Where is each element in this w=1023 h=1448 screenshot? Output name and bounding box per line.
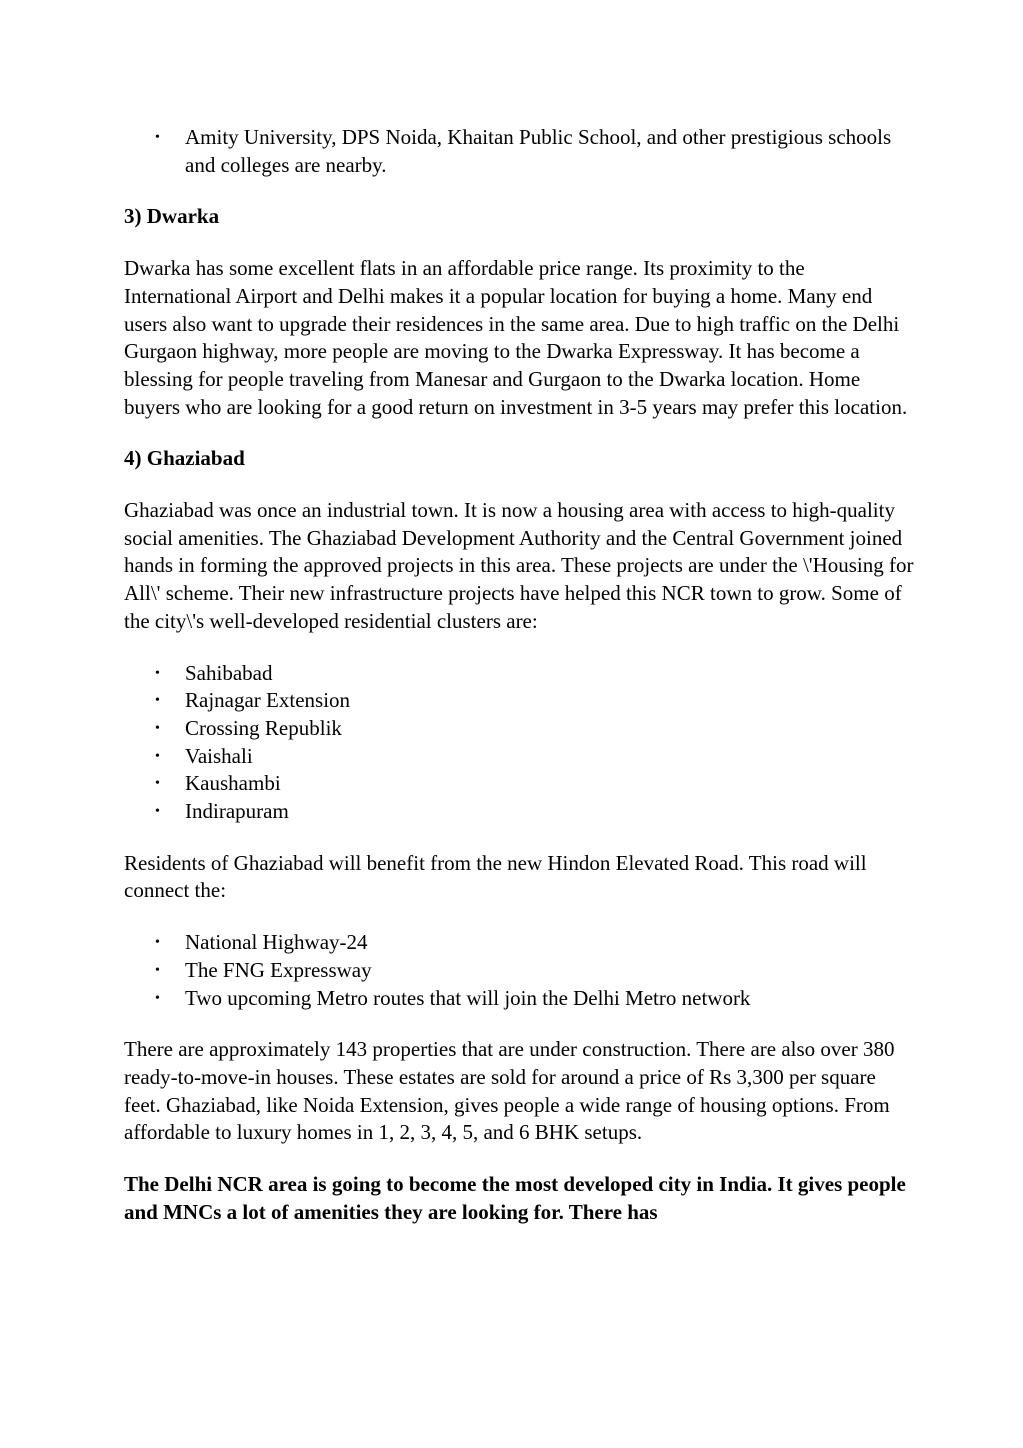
list-item-text: Indirapuram [185,799,289,824]
bullet-icon: • [155,748,160,764]
list-item-text: Sahibabad [185,660,273,685]
bullet-icon: • [155,962,160,978]
closing-paragraph: The Delhi NCR area is going to become the most developed city in India. It gives people and MNCs a lot of amenities they are looking for. There has [124,1172,906,1224]
dwarka-paragraph: Dwarka has some excellent flats in an affordable price range. Its proximity to the International Airport and Delhi makes it a popular location for buying a home. Many end users also want to upgrade their residences in the same area. Due to high traffic on the Delhi Gurgaon highway, more people are moving to the Dwarka Expressway. It has become a blessing for people traveling from Manesar and Gurgaon to the Dwarka location. Home buyers who are looking for a good return on investment in 3-5 years may prefer this location. [124,256,908,419]
list-item [155,743,914,771]
bullet-icon: • [155,935,160,951]
list-item [155,124,914,179]
bullet-icon: • [155,693,160,709]
residential-clusters-list [124,660,914,826]
list-item [155,798,914,826]
list-item-text: Two upcoming Metro routes that will join the Delhi Metro network [185,985,751,1010]
bullet-icon: • [155,130,160,145]
document-page [124,124,914,1251]
list-item-text: National Highway-24 [185,930,368,955]
list-item [155,687,914,715]
list-item-text: Amity University, DPS Noida, Khaitan Public School, and other prestigious schools and colleges are nearby. [185,125,892,177]
ghaziabad-paragraph-properties: There are approximately 143 properties that are under construction. There are also over 380 ready-to-move-in houses. These estates are sold for around a price of Rs 3,300 per square feet. Ghaziabad, like Noida Extension, gives people a wide range of housing options. From affordable to luxury homes in 1, 2, 3, 4, 5, and 6 BHK setups. [124,1037,895,1145]
list-item [155,985,914,1013]
intro-list [124,124,914,179]
bullet-icon: • [155,720,160,736]
list-item [155,957,914,985]
list-item [155,660,914,688]
list-item [155,715,914,743]
section-heading-ghaziabad: 4) Ghaziabad [124,446,245,471]
list-item-text: Crossing Republik [185,715,342,740]
section-heading-dwarka: 3) Dwarka [124,204,220,229]
list-item-text: Rajnagar Extension [185,688,351,713]
list-item-text: Vaishali [185,743,253,768]
list-item-text: Kaushambi [185,771,281,796]
list-item [155,929,914,957]
ghaziabad-paragraph-road: Residents of Ghaziabad will benefit from the new Hindon Elevated Road. This road will connect the: [124,850,867,903]
ghaziabad-paragraph-intro: Ghaziabad was once an industrial town. It is now a housing area with access to high-quality social amenities. The Ghaziabad Development Authority and the Central Government joined hands in forming the approved projects in this area. These projects are under the \'Housing for All\' scheme. Their new infrastructure projects have helped this NCR town to grow. Some of the city\'s well-developed residential clusters are: [124,498,914,633]
bullet-icon: • [155,776,160,792]
list-item-text: The FNG Expressway [185,957,372,982]
list-item [155,770,914,798]
road-connections-list [124,929,914,1012]
bullet-icon: • [155,665,160,681]
bullet-icon: • [155,990,160,1006]
bullet-icon: • [155,804,160,820]
